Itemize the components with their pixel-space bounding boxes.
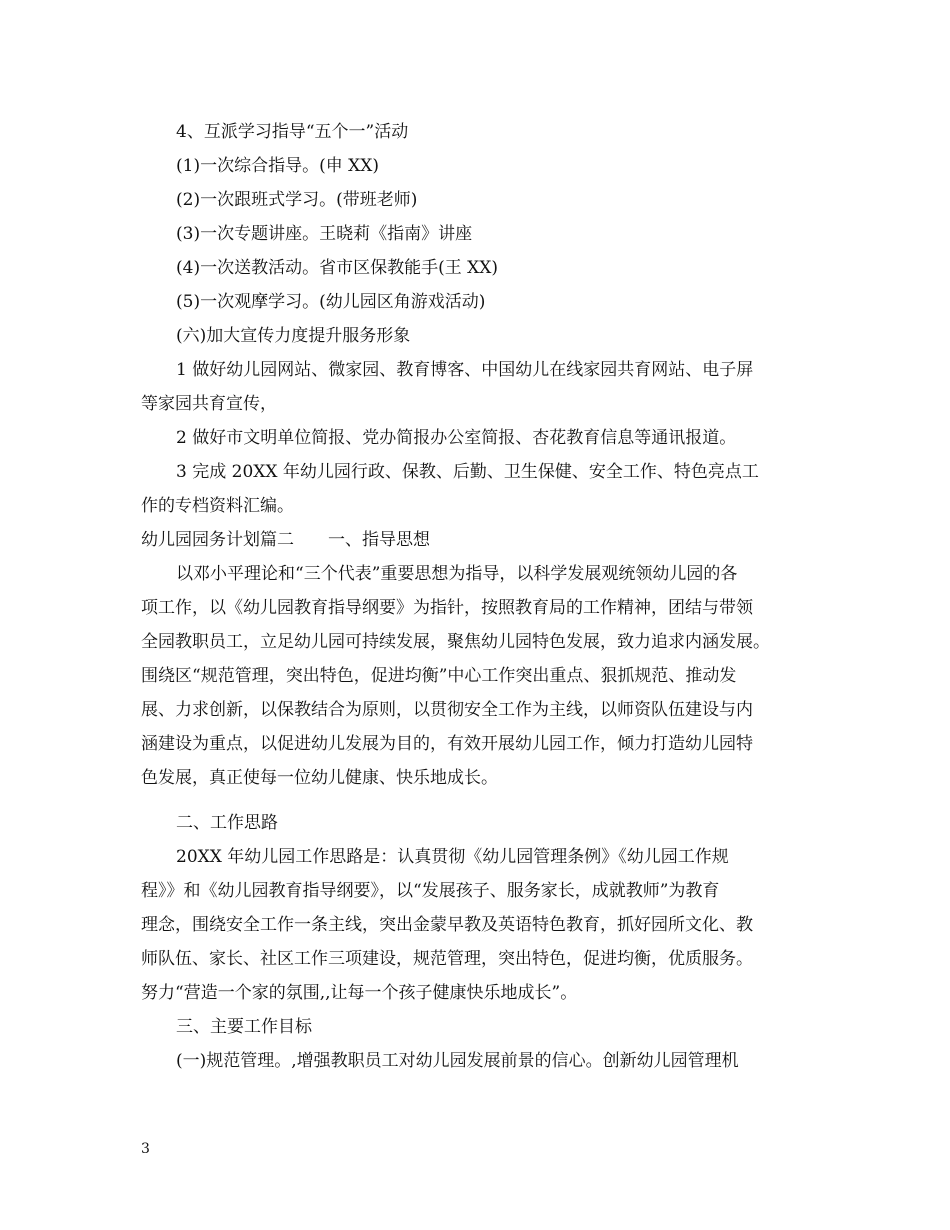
paragraph-line: 展、力求创新，以保教结合为原则，以贯彻安全工作为主线，以师资队伍建设与内 (141, 700, 753, 720)
paragraph-line: 等家园共育宣传， (141, 394, 277, 414)
paragraph-line: 以邓小平理论和“三个代表”重要思想为指导，以科学发展观统领幼儿园的各 (176, 564, 738, 584)
paragraph-line: 程》》和《幼儿园教育指导纲要》，以“发展孩子、服务家长，成就教师”为教育 (141, 881, 720, 901)
paragraph-line: 涵建设为重点，以促进幼儿发展为目的，有效开展幼儿园工作，倾力打造幼儿园特 (141, 734, 753, 754)
heading-exchange-activities: 4、互派学习指导“五个一”活动 (176, 122, 409, 142)
section-heading-publicity: (六)加大宣传力度提升服务形象 (176, 326, 411, 346)
list-item: (5)一次观摩学习。(幼儿园区角游戏活动) (176, 292, 486, 312)
list-item: (1)一次综合指导。(申 XX) (176, 156, 379, 176)
paragraph-line: 2 做好市文明单位简报、党办简报办公室简报、杏花教育信息等通讯报道。 (176, 428, 737, 448)
paragraph-line: 全园教职员工，立足幼儿园可持续发展，聚焦幼儿园特色发展，致力追求内涵发展。 (141, 632, 770, 652)
section-heading-work-approach: 二、工作思路 (176, 813, 278, 833)
paragraph-line: 围绕区“规范管理，突出特色，促进均衡”中心工作突出重点、狠抓规范、推动发 (141, 666, 737, 686)
paragraph-line: 色发展，真正使每一位幼儿健康、快乐地成长。 (141, 768, 498, 788)
paragraph-line: 20XX 年幼儿园工作思路是：认真贯彻《幼儿园管理条例》《幼儿园工作规 (176, 847, 729, 867)
section-heading-main-goals: 三、主要工作目标 (176, 1017, 312, 1037)
paragraph-line: 1 做好幼儿园网站、微家园、教育博客、中国幼儿在线家园共育网站、电子屏 (176, 360, 754, 380)
paragraph-line: 项工作，以《幼儿园教育指导纲要》为指针，按照教育局的工作精神，团结与带领 (141, 598, 753, 618)
chapter-heading: 幼儿园园务计划篇二 一、指导思想 (141, 530, 430, 550)
paragraph-line: 作的专档资料汇编。 (141, 496, 294, 516)
paragraph-line: 师队伍、家长、社区工作三项建设，规范管理，突出特色，促进均衡，优质服务。 (141, 949, 753, 969)
paragraph-line: 努力“营造一个家的氛围,,让每一个孩子健康快乐地成长”。 (141, 983, 578, 1003)
list-item: (4)一次送教活动。省市区保教能手(王 XX) (176, 258, 498, 278)
list-item: (3)一次专题讲座。王晓莉《指南》讲座 (176, 224, 473, 244)
paragraph-line: 理念，围绕安全工作一条主线，突出金蒙早教及英语特色教育，抓好园所文化、教 (141, 915, 753, 935)
paragraph-line: (一)规范管理。,增强教职员工对幼儿园发展前景的信心。创新幼儿园管理机 (176, 1051, 739, 1071)
list-item: (2)一次跟班式学习。(带班老师) (176, 190, 418, 210)
paragraph-line: 3 完成 20XX 年幼儿园行政、保教、后勤、卫生保健、安全工作、特色亮点工 (176, 462, 759, 482)
page-number: 3 (141, 1141, 150, 1157)
